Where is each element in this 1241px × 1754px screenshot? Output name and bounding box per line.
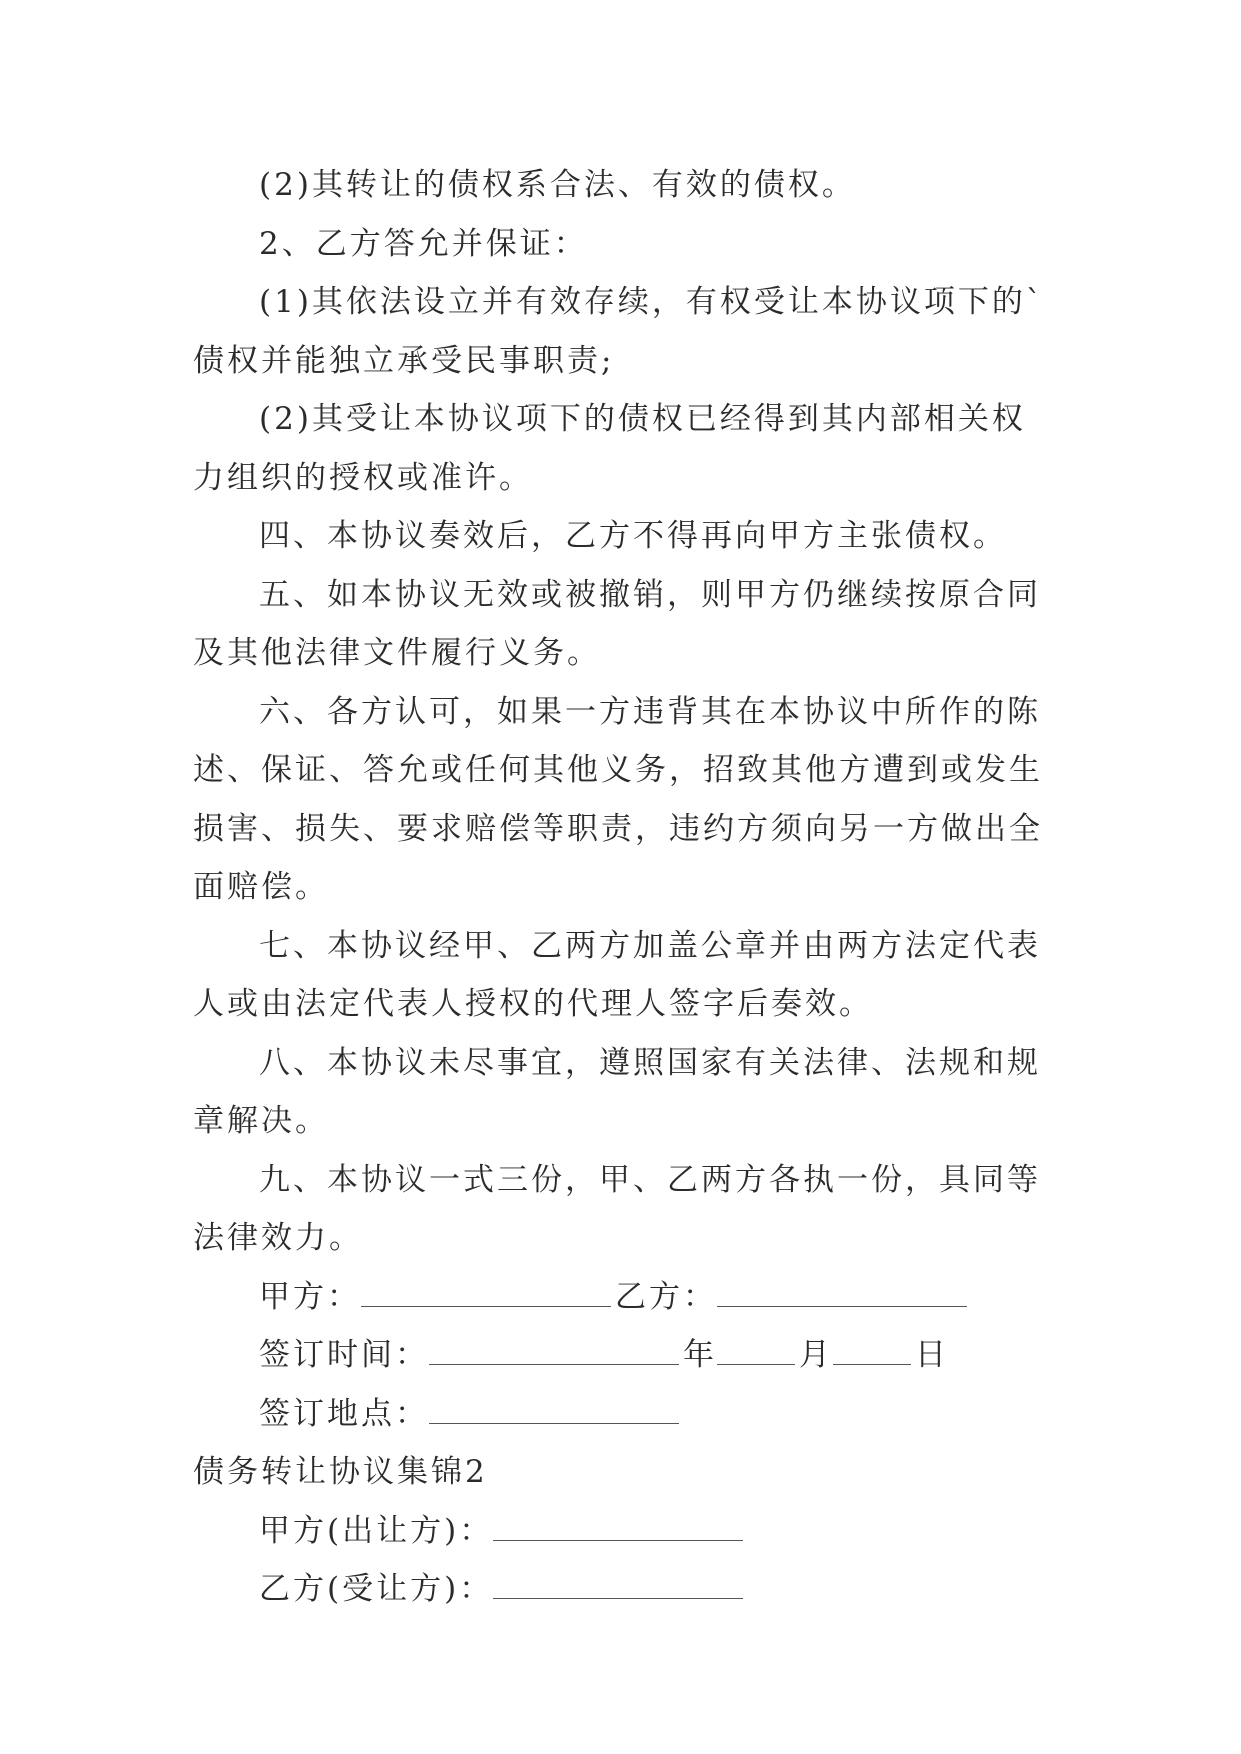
clause-paragraph: (2)其受让本协议项下的债权已经得到其内部相关权力组织的授权或准许。 (193, 401, 1026, 496)
section-title: 债务转让协议集锦2 (193, 1454, 488, 1490)
signing-place-line (193, 1385, 1053, 1444)
document-body (193, 156, 1053, 1619)
transferee-blank[interactable] (493, 1568, 743, 1599)
month-label: 月 (799, 1337, 833, 1373)
transferor-label: 甲方(出让方)： (259, 1512, 494, 1549)
transferor-blank[interactable] (493, 1510, 743, 1541)
party-a-label: 甲方： (259, 1278, 361, 1315)
year-blank[interactable] (429, 1334, 679, 1365)
clause-paragraph: 五、如本协议无效或被撤销，则甲方仍继续按原合同及其他法律文件履行义务。 (193, 576, 1041, 671)
signing-date-line (193, 1326, 1053, 1385)
clause-paragraph: 八、本协议未尽事宜，遵照国家有关法律、法规和规章解决。 (193, 1044, 1041, 1139)
party-b-label: 乙方： (615, 1278, 717, 1315)
signing-date-label: 签订时间： (259, 1337, 429, 1373)
day-label: 日 (915, 1337, 949, 1373)
day-blank[interactable] (833, 1334, 911, 1365)
party-a-blank[interactable] (361, 1276, 611, 1307)
clause-paragraph: 四、本协议奏效后，乙方不得再向甲方主张债权。 (259, 518, 1007, 554)
transferee-label: 乙方(受让方)： (259, 1571, 494, 1607)
signing-place-label: 签订地点： (259, 1395, 429, 1432)
signing-place-blank[interactable] (429, 1393, 679, 1424)
transferee-line (193, 1560, 1053, 1619)
transferor-line (193, 1502, 1053, 1561)
clause-paragraph: 六、各方认可，如果一方违背其在本协议中所作的陈述、保证、答允或任何其他义务，招致其他方遭到或发生损害、损失、要求赔偿等职责，违约方须向另一方做出全面赔偿。 (193, 693, 1043, 905)
party-signature-line (193, 1268, 1053, 1327)
year-label: 年 (683, 1337, 717, 1373)
clause-paragraph: (1)其依法设立并有效存续，有权受让本协议项下的`债权并能独立承受民事职责; (193, 284, 1045, 379)
clause-paragraph: 七、本协议经甲、乙两方加盖公章并由两方法定代表人或由法定代表人授权的代理人签字后奏效。 (193, 927, 1041, 1022)
clause-paragraph: 2、乙方答允并保证： (259, 225, 588, 262)
month-blank[interactable] (717, 1334, 795, 1365)
clause-paragraph: 九、本协议一式三份，甲、乙两方各执一份，具同等法律效力。 (193, 1161, 1041, 1256)
clause-paragraph: (2)其转让的债权系合法、有效的债权。 (259, 167, 856, 203)
party-b-blank[interactable] (717, 1276, 967, 1307)
